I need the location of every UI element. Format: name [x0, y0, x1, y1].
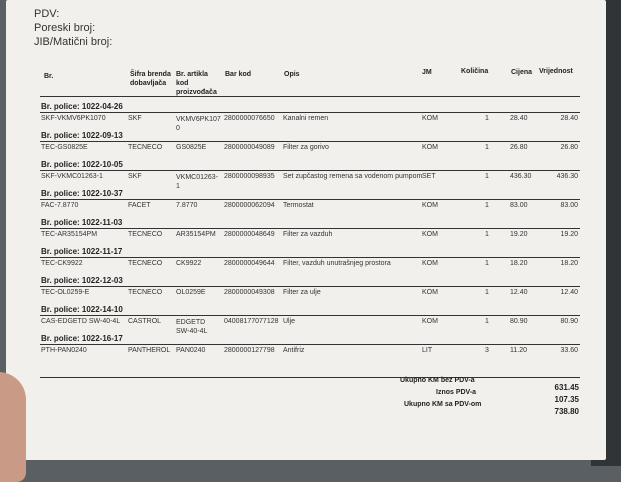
- brand-code: TECNECO: [128, 289, 163, 296]
- item-code: TEC-GS0825E: [41, 144, 88, 151]
- description: Filter za ulje: [283, 289, 321, 296]
- brand-code: PANTHEROL: [128, 347, 171, 354]
- row-divider: [40, 286, 580, 287]
- price: 436.30: [510, 173, 532, 180]
- article-number: EDGETD SW-40-4L: [176, 319, 208, 335]
- description: Filter, vazduh unutrašnjeg prostora: [283, 260, 391, 267]
- barcode: 2800000048649: [224, 231, 275, 238]
- shelf-label: Br. police: 1022-11-03: [41, 218, 123, 227]
- quantity: 1: [485, 231, 489, 238]
- price: 19.20: [510, 231, 528, 238]
- brand-code: TECNECO: [128, 260, 163, 267]
- quantity: 1: [485, 144, 489, 151]
- description: Ulje: [283, 318, 296, 325]
- description: Filter za vazduh: [283, 231, 333, 238]
- row-divider: [40, 170, 580, 171]
- description: Kanalni remen: [283, 115, 329, 122]
- pdv-label: PDV:: [34, 8, 60, 20]
- total-sa-pdv-value: 738.80: [554, 407, 579, 416]
- value: 33.60: [560, 347, 578, 354]
- barcode: 2800000049308: [224, 289, 275, 296]
- row-divider: [40, 141, 580, 142]
- brand-code: SKF: [128, 115, 142, 122]
- item-code: SKF-VKMC01263-1: [41, 173, 103, 180]
- value: 12.40: [560, 289, 578, 296]
- barcode: 2800000049644: [224, 260, 275, 267]
- poreski-broj-label: Poreski broj:: [34, 22, 96, 34]
- table-row: [6, 231, 606, 243]
- item-code: TEC-CK9922: [41, 260, 83, 267]
- price: 11.20: [510, 347, 527, 354]
- total-bez-pdv-label: Ukupno KM bez PDV-a: [400, 377, 475, 384]
- row-divider: [40, 257, 580, 258]
- brand-code: FACET: [128, 202, 151, 209]
- shelf-label: Br. police: 1022-16-17: [41, 334, 123, 343]
- article-number: CK9922: [176, 260, 202, 267]
- shelf-label: Br. police: 1022-10-37: [41, 189, 123, 198]
- price: 28.40: [510, 115, 528, 122]
- col-sifra-brenda: Šifra brenda dobavljača: [130, 71, 171, 87]
- article-number: PAN0240: [176, 347, 206, 354]
- col-bar-kod: Bar kod: [225, 71, 252, 78]
- item-code: FAC-7.8770: [41, 202, 79, 209]
- unit: KOM: [422, 289, 438, 296]
- barcode: 2800000127798: [224, 347, 275, 354]
- description: Termostat: [283, 202, 314, 209]
- unit: KOM: [422, 318, 438, 325]
- barcode: 04008177077128: [224, 318, 279, 325]
- table-row: [6, 289, 606, 301]
- price: 18.20: [510, 260, 528, 267]
- article-number: VKMC01263-1: [176, 174, 219, 190]
- iznos-pdv-label: Iznos PDV-a: [436, 389, 477, 396]
- quantity: 1: [485, 289, 489, 296]
- unit: KOM: [422, 115, 438, 122]
- row-divider: [40, 112, 580, 113]
- unit: SET: [422, 173, 436, 180]
- col-opis: Opis: [284, 71, 300, 78]
- col-jm: JM: [422, 69, 432, 76]
- table-row: [6, 173, 606, 190]
- barcode: 2800000076650: [224, 115, 275, 122]
- shelf-label: Br. police: 1022-11-17: [41, 247, 123, 256]
- shelf-label: Br. police: 1022-04-26: [41, 102, 123, 111]
- col-br: Br.: [44, 73, 54, 80]
- article-number: VKMV6PK107 0: [176, 116, 221, 132]
- item-code: SKF-VKMV6PK1070: [41, 115, 106, 122]
- article-number: 7.8770: [176, 202, 198, 209]
- quantity: 1: [485, 318, 489, 325]
- brand-code: TECNECO: [128, 144, 163, 151]
- quantity: 1: [485, 202, 489, 209]
- table-row: [6, 202, 606, 214]
- value: 26.80: [560, 144, 578, 151]
- description: Filter za gorivo: [283, 144, 329, 151]
- header-divider: [40, 96, 580, 97]
- quantity: 1: [485, 115, 489, 122]
- unit: KOM: [422, 202, 438, 209]
- barcode: 2800000062094: [224, 202, 275, 209]
- value: 83.00: [560, 202, 578, 209]
- total-bez-pdv-value: 631.45: [554, 383, 579, 392]
- price: 26.80: [510, 144, 528, 151]
- price: 80.90: [510, 318, 528, 325]
- table-row: [6, 260, 606, 272]
- jib-label: JIB/Matični broj:: [34, 36, 113, 48]
- col-vrijednost: Vrijednost: [539, 68, 573, 75]
- item-code: TEC-OL0259-E: [41, 289, 90, 296]
- iznos-pdv-value: 107.35: [554, 395, 579, 404]
- total-sa-pdv-label: Ukupno KM sa PDV-om: [404, 401, 482, 408]
- shelf-label: Br. police: 1022-10-05: [41, 160, 123, 169]
- row-divider: [40, 228, 580, 229]
- row-divider: [40, 315, 580, 316]
- item-code: PTH-PAN0240: [41, 347, 87, 354]
- value: 80.90: [560, 318, 578, 325]
- description: Antifriz: [283, 347, 305, 354]
- invoice-paper: [6, 0, 606, 460]
- barcode: 2800000098935: [224, 173, 275, 180]
- unit: KOM: [422, 144, 438, 151]
- table-row: [6, 115, 606, 132]
- article-number: GS0825E: [176, 144, 207, 151]
- value: 19.20: [560, 231, 578, 238]
- shelf-label: Br. police: 1022-09-13: [41, 131, 123, 140]
- unit: LIT: [422, 347, 433, 354]
- col-cijena: Cijena: [511, 69, 533, 76]
- price: 12.40: [510, 289, 528, 296]
- quantity: 1: [485, 260, 489, 267]
- quantity: 1: [485, 173, 489, 180]
- item-code: TEC-AR35154PM: [41, 231, 98, 238]
- price: 83.00: [510, 202, 528, 209]
- row-divider: [40, 199, 580, 200]
- table-row: [6, 318, 606, 335]
- quantity: 3: [485, 347, 489, 354]
- value: 28.40: [560, 115, 578, 122]
- article-number: OL0259E: [176, 289, 206, 296]
- unit: KOM: [422, 231, 438, 238]
- value: 436.30: [556, 173, 578, 180]
- table-row: [6, 144, 606, 156]
- unit: KOM: [422, 260, 438, 267]
- barcode: 2800000049089: [224, 144, 275, 151]
- brand-code: SKF: [128, 173, 142, 180]
- shelf-label: Br. police: 1022-14-10: [41, 305, 123, 314]
- value: 18.20: [560, 260, 578, 267]
- totals-divider: [40, 377, 580, 378]
- shelf-label: Br. police: 1022-12-03: [41, 276, 123, 285]
- brand-code: TECNECO: [128, 231, 163, 238]
- table-row: [6, 347, 606, 359]
- item-code: CAS-EDGETD SW-40-4L: [41, 318, 121, 325]
- row-divider: [40, 344, 580, 345]
- col-br-artikla: Br. artikla kod proizvođača: [176, 71, 217, 96]
- col-kolicina: Količina: [461, 68, 489, 75]
- article-number: AR35154PM: [176, 231, 216, 238]
- description: Set zupčastog remena sa vodenom pumpom: [283, 173, 423, 180]
- brand-code: CASTROL: [128, 318, 162, 325]
